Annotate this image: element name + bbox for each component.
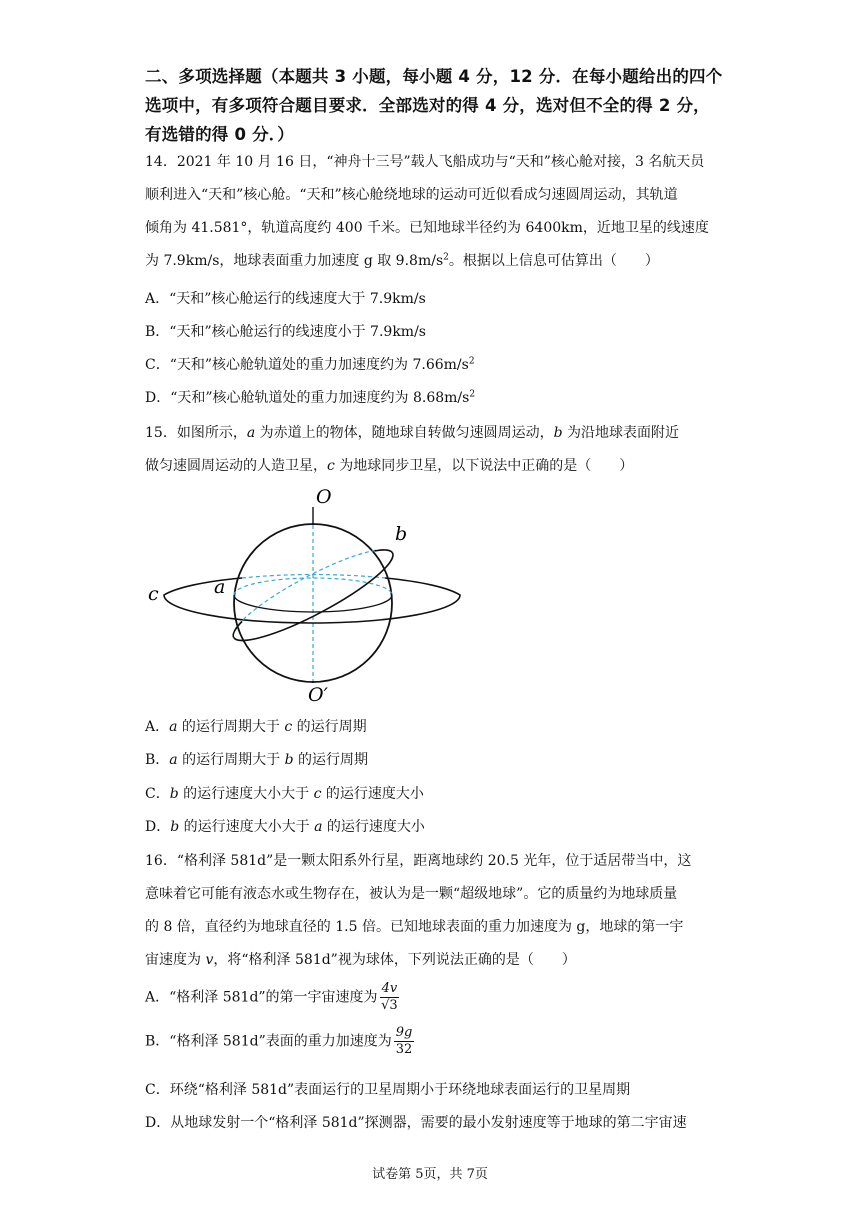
opt-prefix: B． [145,752,170,768]
opt-prefix: A． [145,719,170,735]
opt-text: 的运行周期 [292,719,367,735]
q14-line-4b: 。根据以上信息可估算出（ ） [448,253,659,269]
opt-var: a [169,719,178,735]
fraction-numerator: 9g [395,1025,413,1040]
section-heading-line-1: 二、多项选择题（本题共 3 小题，每小题 4 分，12 分．在每小题给出的四个 [145,67,723,86]
q14-option-c-exponent: 2 [468,356,475,367]
q14-option-d-text: D．“天和”核心舱轨道处的重力加速度约为 8.68m/s [145,390,470,406]
var-v: v [205,952,214,968]
equator-back [234,578,392,595]
earth-orbit-diagram [140,485,470,710]
var-a: a [246,425,256,441]
opt-text: 的运行速度大小 [322,819,425,835]
q15-text: 为赤道上的物体，随地球自转做匀速圆周运动， [255,425,554,441]
var-c: c [327,458,335,474]
fraction-denominator: √3 [381,998,398,1013]
opt-prefix: C． [145,786,170,802]
opt-text: 的运行速度大小 [321,786,424,802]
q15-text: 做匀速圆周运动的人造卫星， [145,458,327,474]
q14-line-1: 14．2021 年 10 月 16 日，“神舟十三号”载人飞船成功与“天和”核心舱对接，3 名航天员 [145,154,705,170]
label-o-prime: O′ [308,684,328,706]
q16-option-d[interactable]: D．从地球发射一个“格利泽 581d”探测器，需要的最小发射速度等于地球的第二宇宙速 [145,1115,687,1131]
q15-text: 为地球同步卫星，以下说法中正确的是（ ） [334,458,634,474]
label-c: c [148,583,159,605]
opt-var: a [169,752,178,768]
q14-option-d-exponent: 2 [469,389,476,400]
q14-line-4a: 为 7.9km/s，地球表面重力加速度 g 取 9.8m/s [145,253,444,269]
opt-text: A．“格利泽 581d”的第一宇宙速度为 [145,989,378,1006]
q14-line-2: 顺利进入“天和”核心舱。“天和”核心舱绕地球的运动可近似看成匀速圆周运动，其轨道 [145,187,678,203]
opt-var: a [314,819,323,835]
q14-option-c-text: C．“天和”核心舱轨道处的重力加速度约为 7.66m/s [145,357,469,373]
q15-option-c[interactable] [145,784,424,804]
q16-line-2: 意味着它可能有液态水或生物存在，被认为是一颗“超级地球”。它的质量约为地球质量 [145,886,678,902]
opt-text: 的运行速度大小大于 [178,786,314,802]
q16-option-b[interactable] [145,1025,414,1058]
section-heading-line-2: 选项中，有多项符合题目要求．全部选对的得 4 分，选对但不全的得 2 分， [145,96,710,115]
q16-text: ，将“格利泽 581d”视为球体，下列说法正确的是（ ） [213,952,576,968]
opt-var: b [170,819,180,835]
fraction [380,981,400,1014]
q14-option-b[interactable]: B．“天和”核心舱运行的线速度小于 7.9km/s [145,324,426,340]
opt-prefix: D． [145,819,171,835]
q16-option-c[interactable]: C．环绕“格利泽 581d”表面运行的卫星周期小于环绕地球表面运行的卫星周期 [145,1082,631,1098]
q16-option-a[interactable] [145,981,399,1014]
q16-line-3: 的 8 倍，直径约为地球直径的 1.5 倍。已知地球表面的重力加速度为 g，地球的第一宇 [145,919,684,935]
q16-line-4 [145,950,576,970]
var-b: b [553,425,563,441]
opt-var: b [284,752,294,768]
q15-line-1 [145,423,679,443]
q14-line-4 [145,251,659,271]
page-footer: 试卷第 5页，共 7页 [372,1167,488,1182]
q15-text: 为沿地球表面附近 [562,425,680,441]
q15-option-a[interactable] [145,717,367,737]
opt-text: 的运行周期大于 [177,752,285,768]
q14-option-c[interactable] [145,355,475,375]
orbit-b-back [225,536,393,637]
fraction [394,1025,415,1058]
label-a: a [214,576,226,598]
q15-text: 15．如图所示， [145,425,247,441]
q15-option-d[interactable] [145,817,425,837]
fraction-numerator: 4v [381,981,398,996]
section-heading [145,62,725,149]
opt-text: 的运行周期大于 [177,719,285,735]
opt-var: c [284,719,293,735]
q14-exponent: 2 [443,252,449,263]
opt-text: B．“格利泽 581d”表面的重力加速度为 [145,1033,392,1050]
q15-option-b[interactable] [145,750,368,770]
label-o: O [316,486,332,508]
label-b: b [395,523,408,545]
fraction-denominator: 32 [395,1042,413,1057]
orbit-b-front [234,553,402,654]
opt-var: b [169,786,179,802]
q14-option-a[interactable]: A．“天和”核心舱运行的线速度大于 7.9km/s [145,291,426,307]
opt-text: 的运行速度大小大于 [179,819,315,835]
section-heading-line-3: 有选错的得 0 分．） [145,125,294,144]
q16-text: 宙速度为 [145,952,206,968]
q14-line-3: 倾角为 41.581°，轨道高度约 400 千米。已知地球半径约为 6400km，近地卫星的线速度 [145,220,709,236]
q14-option-d[interactable] [145,388,475,408]
opt-var: c [313,786,322,802]
q16-line-1: 16．“格利泽 581d”是一颗太阳系外行星，距离地球约 20.5 光年，位于适居带当中，这 [145,853,692,869]
opt-text: 的运行周期 [293,752,368,768]
q15-line-2 [145,456,633,476]
